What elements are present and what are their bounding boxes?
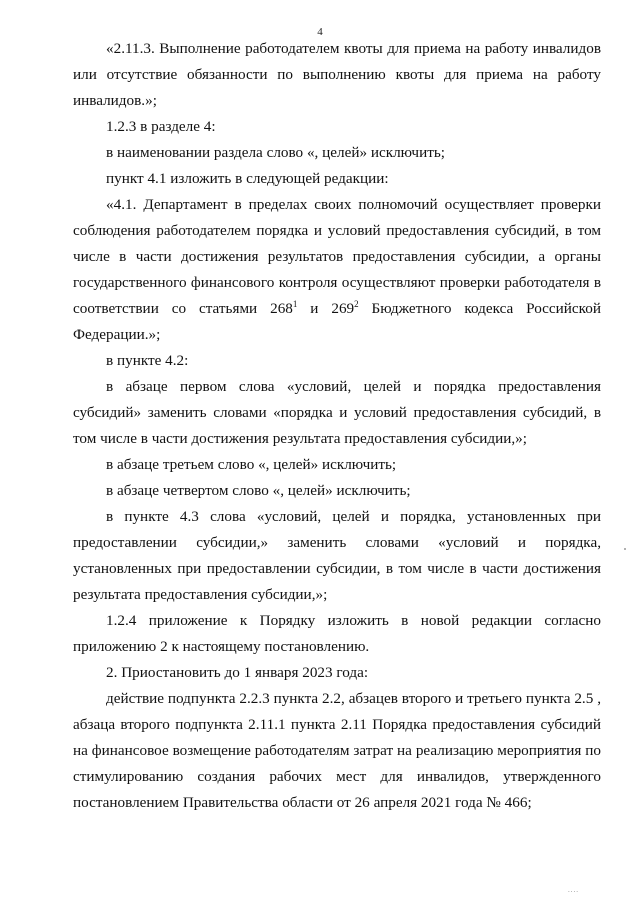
page-number: 4 bbox=[317, 26, 323, 38]
paragraph-section-name: в наименовании раздела слово «, целей» исключить; bbox=[106, 144, 445, 161]
paragraph-point-4-1-mid: и 269 bbox=[297, 300, 355, 317]
paragraph-2-11-3: «2.11.3. Выполнение работодателем квоты для приема на работу инвалидов или отсутствие обязанности по выполнению квоты для приема на работу инвалидов.»; bbox=[73, 40, 601, 109]
paragraph-abzac-first: в абзаце первом слова «условий, целей и порядка предоставления субсидий» заменить словами «порядка и условий предоставления субсидий, в том числе в части достижения результата предоставления субсидии,»; bbox=[73, 378, 601, 447]
paragraph-point-4-1-tail: Бюджетного кодекса Российской Федерации.»; bbox=[73, 300, 601, 343]
paragraph-2-suspend: 2. Приостановить до 1 января 2023 года: bbox=[106, 664, 369, 681]
paragraph-action: действие подпункта 2.2.3 пункта 2.2, абзацев второго и третьего пункта 2.5 , абзаца второго подпункта 2.11.1 пункта 2.11 Порядка предоставления субсидий на финансовое возмещение работодателям затрат на реализацию мероприятия по стимулированию создания рабочих мест для инвалидов, утвержденного постановлением Правительства области от 26 апреля 2021 года № 466; bbox=[73, 690, 601, 811]
paragraph-point-4-1-text bbox=[73, 192, 601, 348]
paragraph-point-4-1-main: «4.1. Департамент в пределах своих полномочий осуществляет проверки соблюдения работодателем порядка и условий предоставления субсидий, в том числе в части достижения результатов предоставления субсидии, а органы государственного финансового контроля осуществляют проверки работодателя в соответствии со статьями 268 bbox=[73, 196, 601, 317]
paragraph-point-4-1-intro: пункт 4.1 изложить в следующей редакции: bbox=[106, 170, 389, 187]
paragraph-1-2-3: 1.2.3 в разделе 4: bbox=[106, 118, 216, 135]
paragraph-point-4-3: в пункте 4.3 слова «условий, целей и порядка, установленных при предоставлении субсидии,» заменить словами «условий и порядка, установленных при предоставлении субсидии, в том числе в части достижения результата предоставления субсидии,»; bbox=[73, 508, 601, 603]
superscript-2: 2 bbox=[354, 298, 359, 309]
superscript-1: 1 bbox=[292, 298, 298, 309]
document-body bbox=[73, 36, 601, 816]
paragraph-abzac-third: в абзаце третьем слово «, целей» исключить; bbox=[106, 456, 397, 473]
paragraph-abzac-fourth: в абзаце четвертом слово «, целей» исключить; bbox=[106, 482, 411, 499]
paragraph-point-4-2: в пункте 4.2: bbox=[106, 352, 189, 369]
paragraph-1-2-4: 1.2.4 приложение к Порядку изложить в новой редакции согласно приложению 2 к настоящему постановлению. bbox=[73, 612, 601, 655]
footer-mark: .... bbox=[568, 886, 579, 894]
scan-dot bbox=[624, 548, 626, 550]
